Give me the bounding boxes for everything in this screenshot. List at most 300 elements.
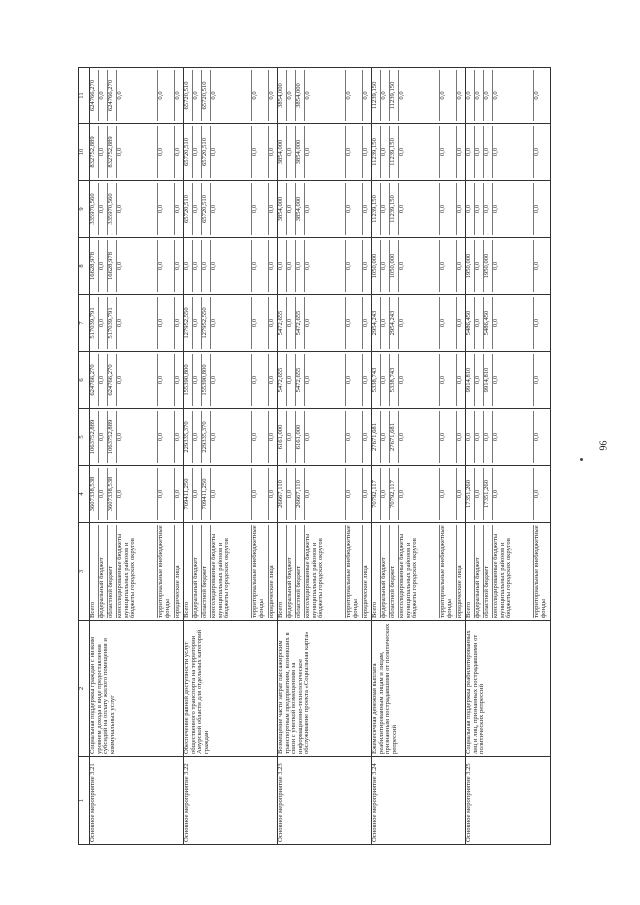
value: 65720,510 [202,183,211,235]
value: 0,0 [211,70,252,121]
funding-source-label: консолидированные бюджеты муниципальных районов и бюджеты городских округов [117,525,158,618]
value: 0,0 [456,489,463,499]
funding-source-label: консолидированные бюджеты муниципальных районов и бюджеты городских округов [399,525,440,618]
funding-table [78,67,551,845]
value: 0,0 [475,297,484,349]
value: 0,0 [493,240,534,292]
value: 0,0 [211,411,252,463]
value: 16628,978 [108,240,117,292]
value: 0,0 [381,297,390,349]
value: 0,0 [193,468,202,520]
value: 624766,270 [90,70,99,121]
table-row [372,68,466,845]
value: 0,0 [117,183,158,235]
value: 0,0 [346,183,363,235]
value: 517039,791 [90,297,99,349]
value: 0,0 [475,354,484,406]
value: 0,0 [174,375,181,385]
value: 6161,000 [296,411,305,463]
funding-source-label: юридические лица [362,565,369,618]
value: 0,0 [305,468,346,520]
value: 0,0 [174,318,181,328]
value: 0,0 [362,91,369,100]
value: 155390,800 [202,354,211,406]
measure-name-cell: Ежемесячная денежная выплата реабилитированным лицам и лицам, признанным пострадавшими от политических репрессий [372,621,466,757]
value: 0,0 [475,411,484,463]
value: 0,0 [440,297,457,349]
value: 0,0 [174,204,181,214]
value-cell [184,352,278,409]
value: 26667,110 [296,468,305,520]
value: 0,0 [533,147,540,157]
value: 0,0 [346,354,363,406]
value: 0,0 [399,240,440,292]
value-cell [184,68,278,124]
value-cell [372,124,466,181]
value: 0,0 [466,126,475,178]
value: 3854,000 [296,70,305,121]
value: 0,0 [99,70,108,121]
value: 0,0 [252,126,269,178]
value: 0,0 [362,489,369,499]
col-header-1: 1 [79,757,90,845]
value: 0,0 [278,240,287,292]
value-cell [278,352,372,409]
value-cell [278,238,372,295]
value: 0,0 [533,91,540,100]
value: 0,0 [362,204,369,214]
value: 0,0 [99,468,108,520]
value: 0,0 [456,204,463,214]
value: 0,0 [252,354,269,406]
value: 3607338,538 [90,468,99,520]
value-cell [278,295,372,352]
value: 0,0 [193,411,202,463]
value: 0,0 [381,354,390,406]
value: 0,0 [475,70,484,121]
value: 624766,270 [90,354,99,406]
value: 0,0 [399,468,440,520]
value: 0,0 [305,411,346,463]
value: 1050,000 [390,240,399,292]
value: 0,0 [117,297,158,349]
value: 0,0 [456,91,463,100]
funding-source-label: Всего [466,525,475,618]
value: 0,0 [399,354,440,406]
value: 0,0 [287,468,296,520]
value: 16628,978 [90,240,99,292]
header-row [79,68,90,845]
value: 0,0 [193,240,202,292]
value: 0,0 [99,411,108,463]
value: 5486,450 [484,297,493,349]
value: 0,0 [117,411,158,463]
value: 0,0 [211,354,252,406]
value: 0,0 [381,126,390,178]
funding-source-label: федеральный бюджет [475,525,484,618]
funding-source-label: федеральный бюджет [99,525,108,618]
funding-source-label: консолидированные бюджеты муниципальных районов и бюджеты городских округов [211,525,252,618]
value: 0,0 [362,147,369,157]
value: 0,0 [99,183,108,235]
measure-code-cell: Основное мероприятие 3.25 [466,757,551,845]
value-cell [90,466,184,523]
value: 624766,270 [108,354,117,406]
value: 0,0 [484,70,493,121]
measure-name-cell: Обеспечение равной доступности услуг общественного транспорта на территории Амурской области для отдельных категорий граждан [184,621,278,757]
value-cell [466,352,551,409]
table-row [278,68,372,845]
table-row [466,68,551,845]
col-header-3: 3 [79,523,90,621]
measure-code-cell: Основное мероприятие 3.22 [184,757,278,845]
value: 0,0 [466,183,475,235]
value: 0,0 [117,240,158,292]
value: 0,0 [533,318,540,328]
value: 0,0 [475,240,484,292]
value: 0,0 [211,297,252,349]
value: 0,0 [305,297,346,349]
value: 0,0 [346,411,363,463]
funding-source-label: областной бюджет [390,525,399,618]
measure-code-cell: Основное мероприятие 3.21 [90,757,184,845]
value: 17351,260 [484,468,493,520]
funding-source-label: консолидированные бюджеты муниципальных районов и бюджеты городских округов [305,525,346,618]
value: 0,0 [158,70,175,121]
value: 229335,370 [202,411,211,463]
value: 27671,681 [390,411,399,463]
value: 65720,510 [202,70,211,121]
value-cell [372,409,466,466]
value: 0,0 [305,126,346,178]
value: 0,0 [252,297,269,349]
value: 11239,150 [372,126,381,178]
value: 709411,250 [202,468,211,520]
value: 0,0 [475,468,484,520]
value: 11239,150 [390,183,399,235]
funding-source-cell [466,523,551,621]
funding-source-label: областной бюджет [202,525,211,618]
value-cell [372,466,466,523]
value: 0,0 [381,70,390,121]
value: 5338,743 [372,354,381,406]
value: 0,0 [456,147,463,157]
funding-source-label: территориальные внебюджетные фонды [533,525,547,618]
scan-speck [580,458,583,461]
value-cell [466,466,551,523]
value: 0,0 [484,126,493,178]
value-cell [466,295,551,352]
funding-source-label: юридические лица [456,565,463,618]
value: 0,0 [305,183,346,235]
value: 0,0 [211,183,252,235]
value: 0,0 [211,126,252,178]
value: 65720,510 [202,126,211,178]
value: 0,0 [268,261,275,271]
value: 0,0 [533,432,540,442]
value: 0,0 [440,240,457,292]
value: 0,0 [117,468,158,520]
value: 0,0 [174,489,181,499]
value: 65720,510 [184,183,193,235]
value: 5472,655 [296,297,305,349]
value: 0,0 [193,70,202,121]
value: 70792,117 [372,468,381,520]
value: 17351,260 [466,468,475,520]
funding-source-cell [278,523,372,621]
value: 0,0 [493,183,534,235]
value: 0,0 [268,147,275,157]
measure-name-cell: Социальная поддержка реабилитированных лиц и лиц, признанных пострадавшими от политических репрессий [466,621,551,757]
measure-code-cell: Основное мероприятие 3.24 [372,757,466,845]
value-cell [372,352,466,409]
value-cell [184,295,278,352]
value: 6161,000 [278,411,287,463]
value: 1950,000 [466,240,475,292]
value-cell [278,68,372,124]
value: 0,0 [493,70,534,121]
value: 709411,250 [184,468,193,520]
value: 65720,510 [184,70,193,121]
value: 0,0 [456,432,463,442]
value-cell [278,466,372,523]
value: 0,0 [184,240,193,292]
value: 832752,889 [108,126,117,178]
value: 0,0 [158,411,175,463]
value-cell [90,124,184,181]
value: 155390,800 [184,354,193,406]
value: 0,0 [484,183,493,235]
value: 0,0 [305,240,346,292]
value-cell [184,181,278,238]
value-cell [90,238,184,295]
funding-source-cell [90,523,184,621]
value: 0,0 [202,240,211,292]
value: 0,0 [193,354,202,406]
value: 0,0 [493,297,534,349]
value: 0,0 [466,411,475,463]
value: 0,0 [533,204,540,214]
funding-source-label: Всего [90,525,99,618]
value: 0,0 [99,126,108,178]
value: 127952,550 [202,297,211,349]
value: 0,0 [268,489,275,499]
value-cell [466,68,551,124]
funding-source-label: федеральный бюджет [381,525,390,618]
value: 0,0 [158,126,175,178]
value-cell [466,124,551,181]
value: 5472,655 [278,354,287,406]
col-header-9: 9 [79,181,90,238]
funding-source-label: Всего [278,525,287,618]
value: 0,0 [456,375,463,385]
table-row [90,68,184,845]
funding-source-label: юридические лица [268,565,275,618]
value: 3854,000 [278,126,287,178]
value: 0,0 [287,297,296,349]
value: 0,0 [158,240,175,292]
value: 0,0 [440,468,457,520]
value: 0,0 [158,183,175,235]
value: 0,0 [399,297,440,349]
value: 0,0 [193,297,202,349]
value-cell [466,238,551,295]
value: 0,0 [287,70,296,121]
col-header-2: 2 [79,621,90,757]
value: 0,0 [252,240,269,292]
value: 0,0 [268,91,275,100]
value: 0,0 [399,70,440,121]
value: 9914,810 [484,354,493,406]
funding-source-label: территориальные внебюджетные фонды [440,525,457,618]
value: 0,0 [440,411,457,463]
funding-source-label: юридические лица [174,565,181,618]
value: 517039,791 [108,297,117,349]
funding-source-label: областной бюджет [296,525,305,618]
value: 0,0 [399,126,440,178]
value: 5486,450 [466,297,475,349]
value: 0,0 [493,411,534,463]
value-cell [278,124,372,181]
value: 1063752,889 [108,411,117,463]
measure-name-cell: Социальная поддержка граждан с низким уровнем дохода в виде предоставления субсидий на оплату жилого помещения и коммунальных услуг [90,621,184,757]
table-row [184,68,278,845]
value: 0,0 [475,183,484,235]
value: 0,0 [252,411,269,463]
value: 1950,000 [484,240,493,292]
value: 3854,000 [296,183,305,235]
value: 0,0 [456,318,463,328]
value: 3854,000 [278,70,287,121]
value: 5472,655 [278,297,287,349]
value: 0,0 [158,468,175,520]
value: 0,0 [305,354,346,406]
measure-code-cell: Основное мероприятие 3.23 [278,757,372,845]
col-header-8: 8 [79,238,90,295]
value-cell [372,68,466,124]
funding-source-label: федеральный бюджет [287,525,296,618]
col-header-11: 11 [79,68,90,124]
value-cell [184,409,278,466]
value: 0,0 [287,183,296,235]
value: 3854,000 [296,126,305,178]
value: 0,0 [174,147,181,157]
value: 0,0 [158,354,175,406]
value: 65720,510 [184,126,193,178]
rotated-table-container [78,68,573,845]
value-cell [372,238,466,295]
col-header-4: 4 [79,466,90,523]
value: 0,0 [211,468,252,520]
value-cell [90,181,184,238]
value: 0,0 [174,432,181,442]
value: 0,0 [174,261,181,271]
value: 0,0 [440,354,457,406]
value: 0,0 [193,126,202,178]
value-cell [90,295,184,352]
value: 27671,681 [372,411,381,463]
value: 0,0 [346,297,363,349]
value: 11239,150 [390,70,399,121]
value-cell [184,124,278,181]
funding-source-label: федеральный бюджет [193,525,202,618]
value: 127952,550 [184,297,193,349]
value: 0,0 [440,70,457,121]
value: 0,0 [287,240,296,292]
value: 0,0 [346,468,363,520]
col-header-5: 5 [79,409,90,466]
value: 0,0 [399,183,440,235]
value: 3854,000 [278,183,287,235]
value: 0,0 [533,261,540,271]
value: 0,0 [399,411,440,463]
value: 0,0 [346,240,363,292]
measure-name-cell: Возмещение части затрат пассажирским транспортным предприятиям, возникших в связи с униткой возмещениям за информационно-технологическое обслуживание проекта «Социальная карта» [278,621,372,757]
funding-source-label: территориальные внебюджетные фонды [346,525,363,618]
value-cell [466,181,551,238]
value: 0,0 [296,240,305,292]
value: 0,0 [305,70,346,121]
value: 26667,110 [278,468,287,520]
value: 0,0 [346,70,363,121]
value: 0,0 [117,354,158,406]
value: 11239,150 [390,126,399,178]
value-cell [90,352,184,409]
value: 0,0 [287,411,296,463]
funding-source-cell [184,523,278,621]
value: 0,0 [117,70,158,121]
value: 0,0 [381,468,390,520]
value: 0,0 [381,183,390,235]
value: 0,0 [362,261,369,271]
funding-source-label: территориальные внебюджетные фонды [252,525,269,618]
value: 0,0 [346,126,363,178]
value: 0,0 [362,375,369,385]
value: 5472,655 [296,354,305,406]
col-header-10: 10 [79,124,90,181]
value-cell [90,68,184,124]
value: 335970,560 [108,183,117,235]
value: 0,0 [381,240,390,292]
value: 70792,117 [390,468,399,520]
value-cell [90,409,184,466]
value: 624766,270 [108,70,117,121]
value: 2954,243 [372,297,381,349]
page-number: 96 [596,440,608,451]
funding-source-label: областной бюджет [484,525,493,618]
value: 0,0 [466,70,475,121]
funding-source-label: консолидированные бюджеты муниципальных районов и бюджеты городских округов [493,525,534,618]
value: 0,0 [252,70,269,121]
col-header-6: 6 [79,352,90,409]
value-cell [278,409,372,466]
value: 229335,370 [184,411,193,463]
value-cell [184,466,278,523]
value: 0,0 [268,375,275,385]
value: 0,0 [287,126,296,178]
value: 0,0 [252,183,269,235]
value: 0,0 [362,318,369,328]
value-cell [372,181,466,238]
value: 0,0 [252,468,269,520]
value-cell [372,295,466,352]
value: 11239,150 [372,70,381,121]
value: 0,0 [268,318,275,328]
value: 0,0 [475,126,484,178]
value: 0,0 [287,354,296,406]
value: 0,0 [381,411,390,463]
value: 0,0 [533,375,540,385]
